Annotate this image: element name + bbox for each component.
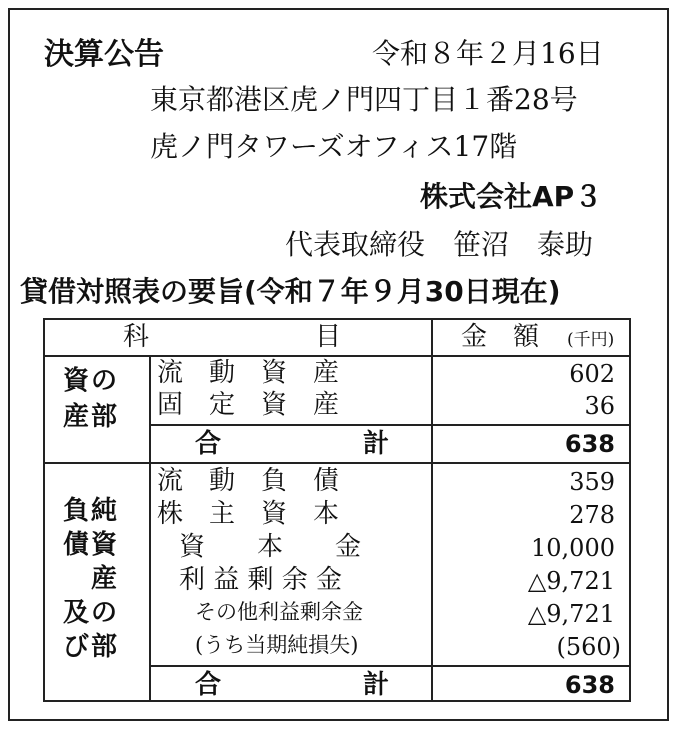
assets-row-fixed-value: 36 <box>584 392 615 420</box>
liab-row-current-value: 359 <box>569 468 615 496</box>
label-column-divider <box>149 355 151 700</box>
liab-row-capital-value: 10,000 <box>531 534 615 562</box>
section-divider <box>45 462 629 464</box>
assets-total-label-b: 計 <box>363 429 390 459</box>
assets-section-label-2: 産部 <box>63 402 120 432</box>
liab-row-equity-label: 株 主 資 本 <box>157 499 340 529</box>
header-unit: (千円) <box>567 330 615 350</box>
liab-row-net-loss-label: (うち当期純損失) <box>195 633 359 657</box>
assets-section-label-1: 資の <box>63 366 120 396</box>
amount-column-divider <box>431 320 433 700</box>
liab-total-label-a: 合 <box>195 670 222 700</box>
assets-total-label-a: 合 <box>195 429 222 459</box>
assets-row-fixed-label: 固 定 資 産 <box>157 390 340 420</box>
assets-row-current-label: 流 動 資 産 <box>157 358 340 388</box>
liab-section-label-5: び部 <box>63 632 120 662</box>
company-name: 株式会社AP３ <box>420 180 603 213</box>
liab-section-label-2: 債資 <box>63 530 120 560</box>
liab-total-divider <box>149 665 629 667</box>
liab-row-other-retained-label: その他利益剰余金 <box>195 600 363 624</box>
liab-row-capital-label: 資 本 金 <box>179 532 362 562</box>
liab-row-current-label: 流 動 負 債 <box>157 466 340 496</box>
company-address-line2: 虎ノ門タワーズオフィス17階 <box>150 130 518 163</box>
header-divider <box>45 355 629 357</box>
notice-date: 令和８年２月16日 <box>372 37 604 70</box>
liab-section-label-3: 産 <box>63 564 120 594</box>
header-item-b: 目 <box>315 322 342 352</box>
liab-row-equity-value: 278 <box>569 501 615 529</box>
liab-total-label-b: 計 <box>363 670 390 700</box>
assets-row-current-value: 602 <box>569 360 615 388</box>
liab-section-label-4: 及の <box>63 598 120 628</box>
summary-title: 貸借対照表の要旨(令和７年９月30日現在) <box>20 275 561 308</box>
company-address-line1: 東京都港区虎ノ門四丁目１番28号 <box>150 83 578 116</box>
liab-row-other-retained-value: △9,721 <box>527 600 615 628</box>
liab-row-retained-label: 利 益 剰 余 金 <box>179 565 343 595</box>
notice-title: 決算公告 <box>44 37 164 72</box>
liab-total-value: 638 <box>564 671 615 699</box>
representative-name: 代表取締役 笹沼 泰助 <box>285 228 594 261</box>
balance-sheet-table <box>43 318 631 702</box>
liab-row-net-loss-value: (560) <box>556 633 621 661</box>
liab-section-label-1: 負純 <box>63 496 120 526</box>
assets-total-divider <box>149 424 629 426</box>
liab-row-retained-value: △9,721 <box>527 567 615 595</box>
header-item-a: 科 <box>123 322 150 352</box>
assets-total-value: 638 <box>564 430 615 458</box>
header-amount: 金 額 <box>461 322 540 352</box>
